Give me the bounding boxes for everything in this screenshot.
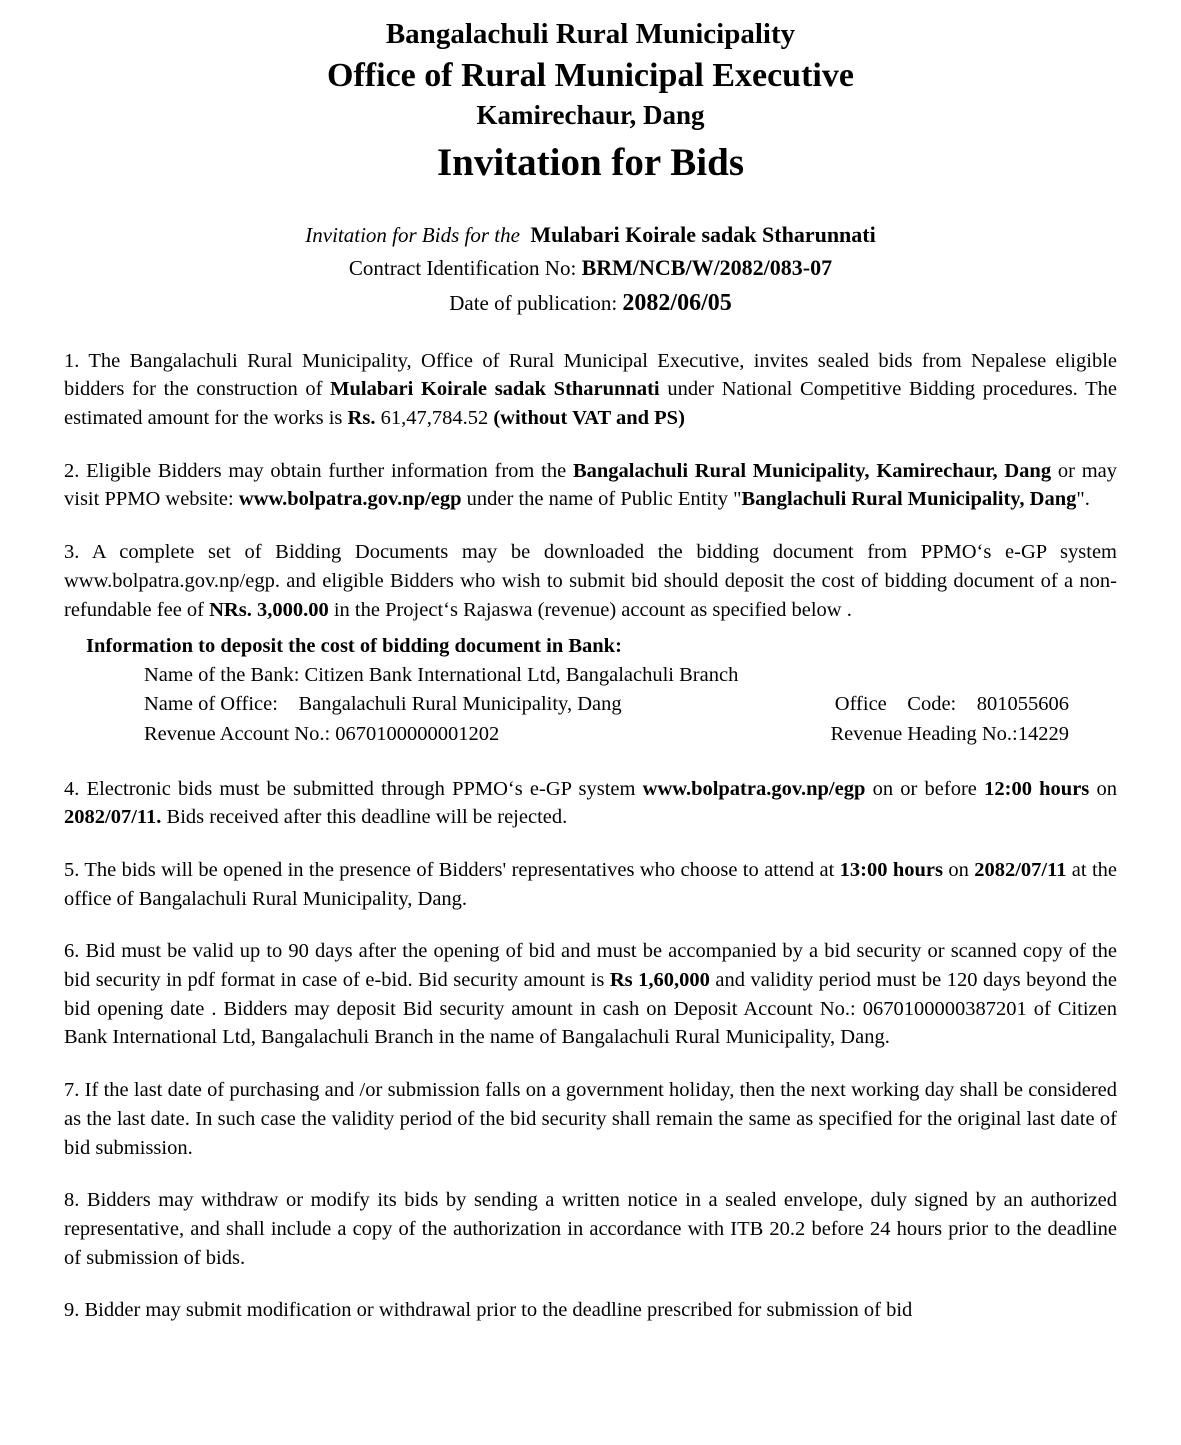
contract-number: BRM/NCB/W/2082/083-07 bbox=[581, 255, 833, 281]
paragraph-5 bbox=[64, 856, 1117, 913]
text-run: under National Competitive Bidding procedures. The estimated amount for the works is bbox=[64, 378, 1117, 430]
text-run: Bids received after this deadline will be rejected. bbox=[161, 806, 568, 829]
paragraph-4 bbox=[64, 775, 1117, 832]
bold-text-run: www.bolpatra.gov.np/egp bbox=[642, 777, 866, 800]
paragraph-6 bbox=[64, 937, 1117, 1052]
text-run: at the office of Bangalachuli Rural Municipality, Dang. bbox=[64, 859, 1117, 910]
text-run: 5. The bids will be opened in the presence of Bidders' representatives who choose to attend at bbox=[64, 859, 840, 882]
paragraph-8 bbox=[64, 1186, 1117, 1272]
text-run: 8. Bidders may withdraw or modify its bids by sending a written notice in a sealed envelope, duly signed by an authorized representative, and shall include a copy of the authorization in accordance with ITB 20.2 before 24 hours prior to the deadline of submission of bids. bbox=[64, 1189, 1117, 1269]
bold-text-run: Rs. bbox=[347, 407, 376, 430]
text-run: on bbox=[942, 859, 975, 882]
text-run: in the Project‘s Rajaswa (revenue) account as specified below . bbox=[328, 598, 852, 621]
publication-date: 2082/06/05 bbox=[622, 289, 732, 316]
paragraph-2 bbox=[64, 457, 1117, 514]
invitation-prefix: Invitation for Bids for the bbox=[305, 222, 520, 247]
bank-name-line: Name of the Bank: Citizen Bank International Ltd, Bangalachuli Branch bbox=[144, 664, 739, 687]
municipality-name: Bangalachuli Rural Municipality bbox=[385, 18, 796, 50]
bank-info-heading: Information to deposit the cost of bidding document in Bank: bbox=[86, 635, 622, 658]
subheader bbox=[64, 218, 1117, 321]
text-run: or may visit PPMO website: bbox=[64, 459, 1118, 511]
bold-text-run: 12:00 hours bbox=[984, 777, 1090, 800]
text-run: ". bbox=[1076, 488, 1090, 511]
document-title: Invitation for Bids bbox=[436, 140, 744, 184]
account-line bbox=[64, 720, 1117, 749]
paragraph-7 bbox=[64, 1076, 1117, 1162]
bold-text-run: (without VAT and PS) bbox=[493, 407, 685, 430]
bold-text-run: www.bolpatra.gov.np/egp bbox=[238, 488, 462, 511]
bold-text-run: Bangalachuli Rural Municipality, Kamirechaur, Dang bbox=[572, 459, 1052, 482]
bold-text-run: 2082/07/11 bbox=[974, 859, 1067, 882]
revenue-heading-value: Revenue Heading No.:14229 bbox=[830, 722, 1069, 745]
bold-text-run: 13:00 hours bbox=[839, 859, 943, 882]
revenue-account-value: Revenue Account No.: 0670100000001202 bbox=[144, 722, 500, 745]
text-run: and validity period must be 120 days beyond the bid opening date . Bidders may deposit Bid security amount in cash on Deposit Account No.: 0670100000387201 of Citizen Bank International Ltd, Bangalachuli Branch in the name of Bangalachuli Rural Municipality, Dang. bbox=[64, 969, 1117, 1049]
text-run: 7. If the last date of purchasing and /or submission falls on a government holiday, then the next working day shall be considered as the last date. In such case the validity period of the bid security shall remain the same as specified for the original last date of bid submission. bbox=[64, 1079, 1117, 1159]
paragraph-1 bbox=[64, 347, 1117, 433]
text-run: 4. Electronic bids must be submitted through PPMO‘s e-GP system bbox=[64, 777, 643, 800]
text-run: under the name of Public Entity " bbox=[461, 488, 742, 511]
publication-label: Date of publication: bbox=[449, 290, 618, 315]
text-run: on or before bbox=[865, 777, 985, 800]
office-code-value: Office Code: 801055606 bbox=[834, 693, 1069, 716]
office-location: Kamirechaur, Dang bbox=[476, 99, 705, 130]
text-run: 2. Eligible Bidders may obtain further information from the bbox=[64, 459, 573, 482]
text-run: on bbox=[1089, 777, 1118, 800]
bold-text-run: 2082/07/11. bbox=[64, 806, 162, 829]
bold-text-run: Rs 1,60,000 bbox=[609, 969, 710, 992]
bold-text-run: NRs. 3,000.00 bbox=[209, 598, 329, 621]
text-run: 61,47,784.52 bbox=[375, 407, 494, 430]
office-name: Office of Rural Municipal Executive bbox=[327, 56, 854, 94]
paragraph-9 bbox=[64, 1296, 1117, 1325]
bold-text-run: Mulabari Koirale sadak Stharunnati bbox=[330, 378, 660, 401]
contract-label: Contract Identification No: bbox=[348, 256, 577, 281]
invitation-line bbox=[64, 218, 1117, 252]
bank-info-section bbox=[64, 632, 1117, 748]
text-run: 1. The Bangalachuli Rural Municipality, Office of Rural Municipal Executive, invites sealed bids from Nepalese eligible bidders for the construction of bbox=[64, 349, 1117, 401]
paragraph-3 bbox=[64, 538, 1117, 624]
text-run: 3. A complete set of Bidding Documents may be downloaded the bidding document from PPMO‘s e-GP system www.bolpatra.gov.np/egp. and eligible Bidders who wish to submit bid should deposit the cost of bidding document of a non-refundable fee of bbox=[64, 541, 1117, 621]
project-name: Mulabari Koirale sadak Stharunnati bbox=[530, 221, 876, 247]
office-line bbox=[64, 690, 1117, 719]
document-header bbox=[64, 16, 1117, 188]
publication-line bbox=[64, 285, 1117, 321]
text-run: 9. Bidder may submit modification or withdrawal prior to the deadline prescribed for submission of bid bbox=[64, 1299, 913, 1322]
text-run: 6. Bid must be valid up to 90 days after the opening of bid and must be accompanied by a bid security or scanned copy of the bid security in pdf format in case of e-bid. Bid security amount is bbox=[64, 940, 1117, 992]
office-name-value: Name of Office: Bangalachuli Rural Municipality, Dang bbox=[144, 693, 622, 716]
contract-line bbox=[64, 251, 1117, 285]
bold-text-run: Banglachuli Rural Municipality, Dang bbox=[741, 488, 1077, 511]
